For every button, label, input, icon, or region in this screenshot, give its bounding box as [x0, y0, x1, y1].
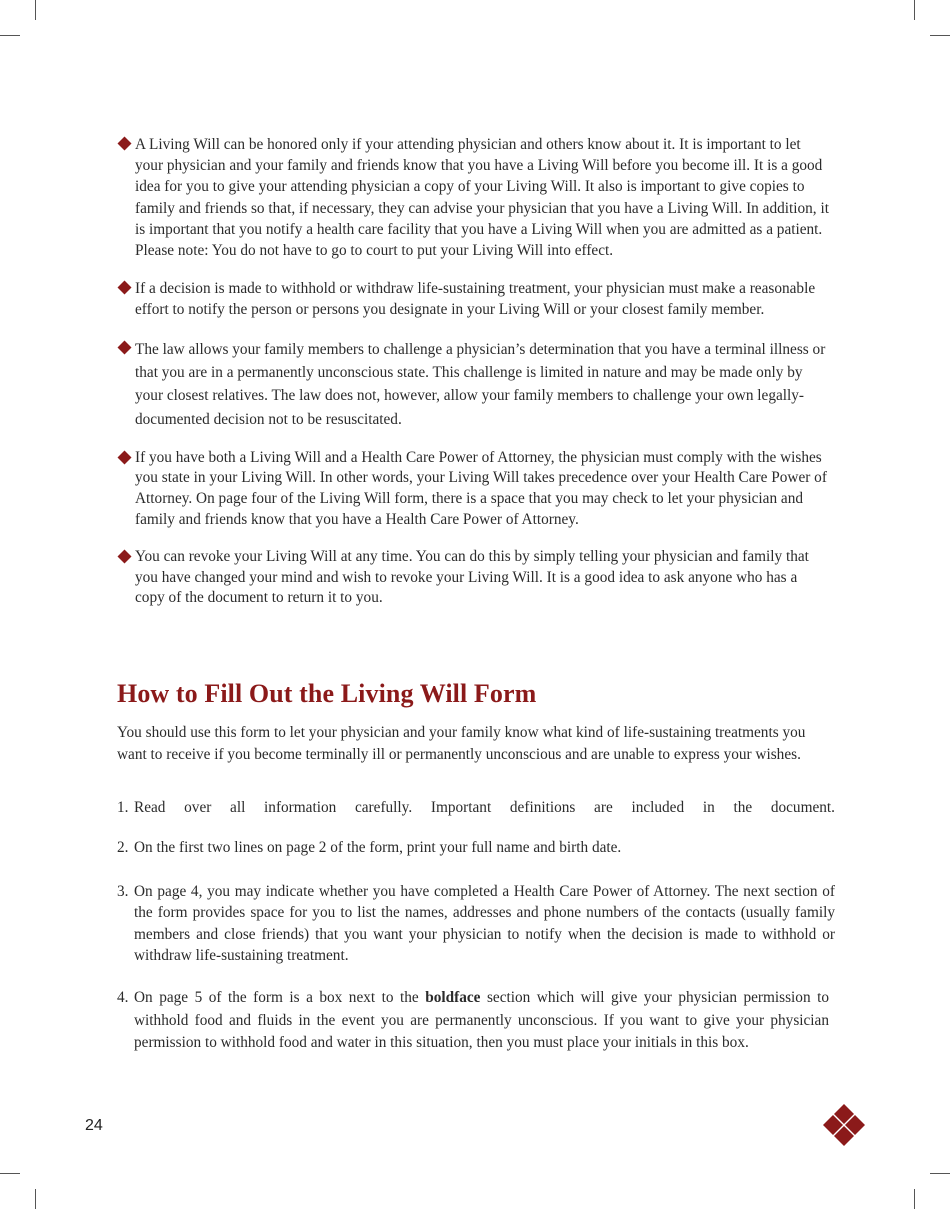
step-item: [117, 797, 835, 818]
bullet-item: [117, 547, 829, 608]
four-diamond-logo-icon: [822, 1103, 866, 1152]
step-item: [117, 987, 829, 1055]
bullet-item: [117, 338, 829, 431]
bullet-item: [117, 278, 829, 320]
crop-mark-top-right-h: [930, 35, 950, 36]
step-text: On page 4, you may indicate whether you have completed a Health Care Power of Attorney. The next section of the form provides space for you to list the names, addresses and phone numbers of the contacts (usually family members and close friends) that you want your physician to notify when the decision is made to withhold or withdraw life-sustaining treatment.: [134, 882, 835, 965]
diamond-bullet-icon: [117, 280, 132, 295]
bullet-item: [117, 448, 829, 530]
diamond-bullet-icon: [117, 549, 132, 564]
step-number: 1.: [117, 799, 129, 816]
bullet-item: [117, 134, 829, 261]
bullet-text: The law allows your family members to challenge a physician’s determination that you have a terminal illness or that you are in a permanently unconscious state. This challenge is limited in nature and may be made only by your closest relatives. The law does not, however, allow your family members to challenge your own legally-documented decision not to be resuscitated.: [135, 340, 826, 428]
diamond-bullet-icon: [117, 136, 132, 151]
page-number: 24: [85, 1117, 103, 1134]
crop-mark-bottom-left-h: [0, 1173, 20, 1174]
bullet-text: If a decision is made to withhold or withdraw life-sustaining treatment, your physician must make a reasonable effort to notify the person or persons you designate in your Living Will or your closest family member.: [135, 280, 816, 319]
diamond-bullet-icon: [117, 450, 132, 465]
crop-mark-bottom-right-h: [930, 1173, 950, 1174]
intro-paragraph: You should use this form to let your physician and your family know what kind of life-sustaining treatments you want to receive if you become terminally ill or permanently unconscious and are unable to express your wishes.: [117, 724, 806, 763]
bullet-list: [117, 134, 829, 625]
diamond-bullet-icon: [117, 340, 132, 355]
step-text: Read over all information carefully. Important definitions are included in the document.: [134, 799, 835, 816]
crop-mark-bottom-right-v: [914, 1189, 915, 1209]
section-heading: How to Fill Out the Living Will Form: [117, 679, 537, 708]
step-text-after: section which will give your physician permission to withhold food and fluids in the event you are permanently unconscious. If you want to give your physician permission to withhold food and water in this situation, then you must place your initials in this box.: [134, 989, 829, 1052]
numbered-steps: [117, 797, 835, 1075]
step-item: [117, 837, 835, 858]
step-text-before: On page 5 of the form is a box next to the: [134, 989, 426, 1007]
crop-mark-top-left-h: [0, 35, 20, 36]
crop-mark-top-right-v: [914, 0, 915, 20]
bullet-text: A Living Will can be honored only if your attending physician and others know about it. It is important to let your physician and your family and friends know that you have a Living Will before you become ill. It is a good idea for you to give your attending physician a copy of your Living Will. It also is important to give copies to family and friends so that, if necessary, they can advise your physician that you have a Living Will. In addition, it is important that you notify a health care facility that you have a Living Will when you are admitted as a patient. Please note: You do not have to go to court to put your Living Will into effect.: [135, 136, 829, 260]
step-item: [117, 881, 835, 967]
crop-mark-top-left-v: [35, 0, 36, 20]
step-number: 3.: [117, 882, 129, 900]
step-bold-term: boldface: [425, 989, 481, 1007]
crop-mark-bottom-left-v: [35, 1189, 36, 1209]
bullet-text: You can revoke your Living Will at any time. You can do this by simply telling your physician and family that you have changed your mind and wish to revoke your Living Will. It is a good idea to ask anyone who has a copy of the document to return it to you.: [135, 548, 809, 606]
step-text: On the first two lines on page 2 of the form, print your full name and birth date.: [134, 839, 622, 857]
step-number: 4.: [117, 989, 129, 1007]
step-number: 2.: [117, 839, 129, 857]
bullet-text: If you have both a Living Will and a Health Care Power of Attorney, the physician must comply with the wishes you state in your Living Will. In other words, your Living Will takes precedence over your Health Care Power of Attorney. On page four of the Living Will form, there is a space that you may check to let your physician and family and friends know that you have a Health Care Power of Attorney.: [135, 448, 827, 528]
